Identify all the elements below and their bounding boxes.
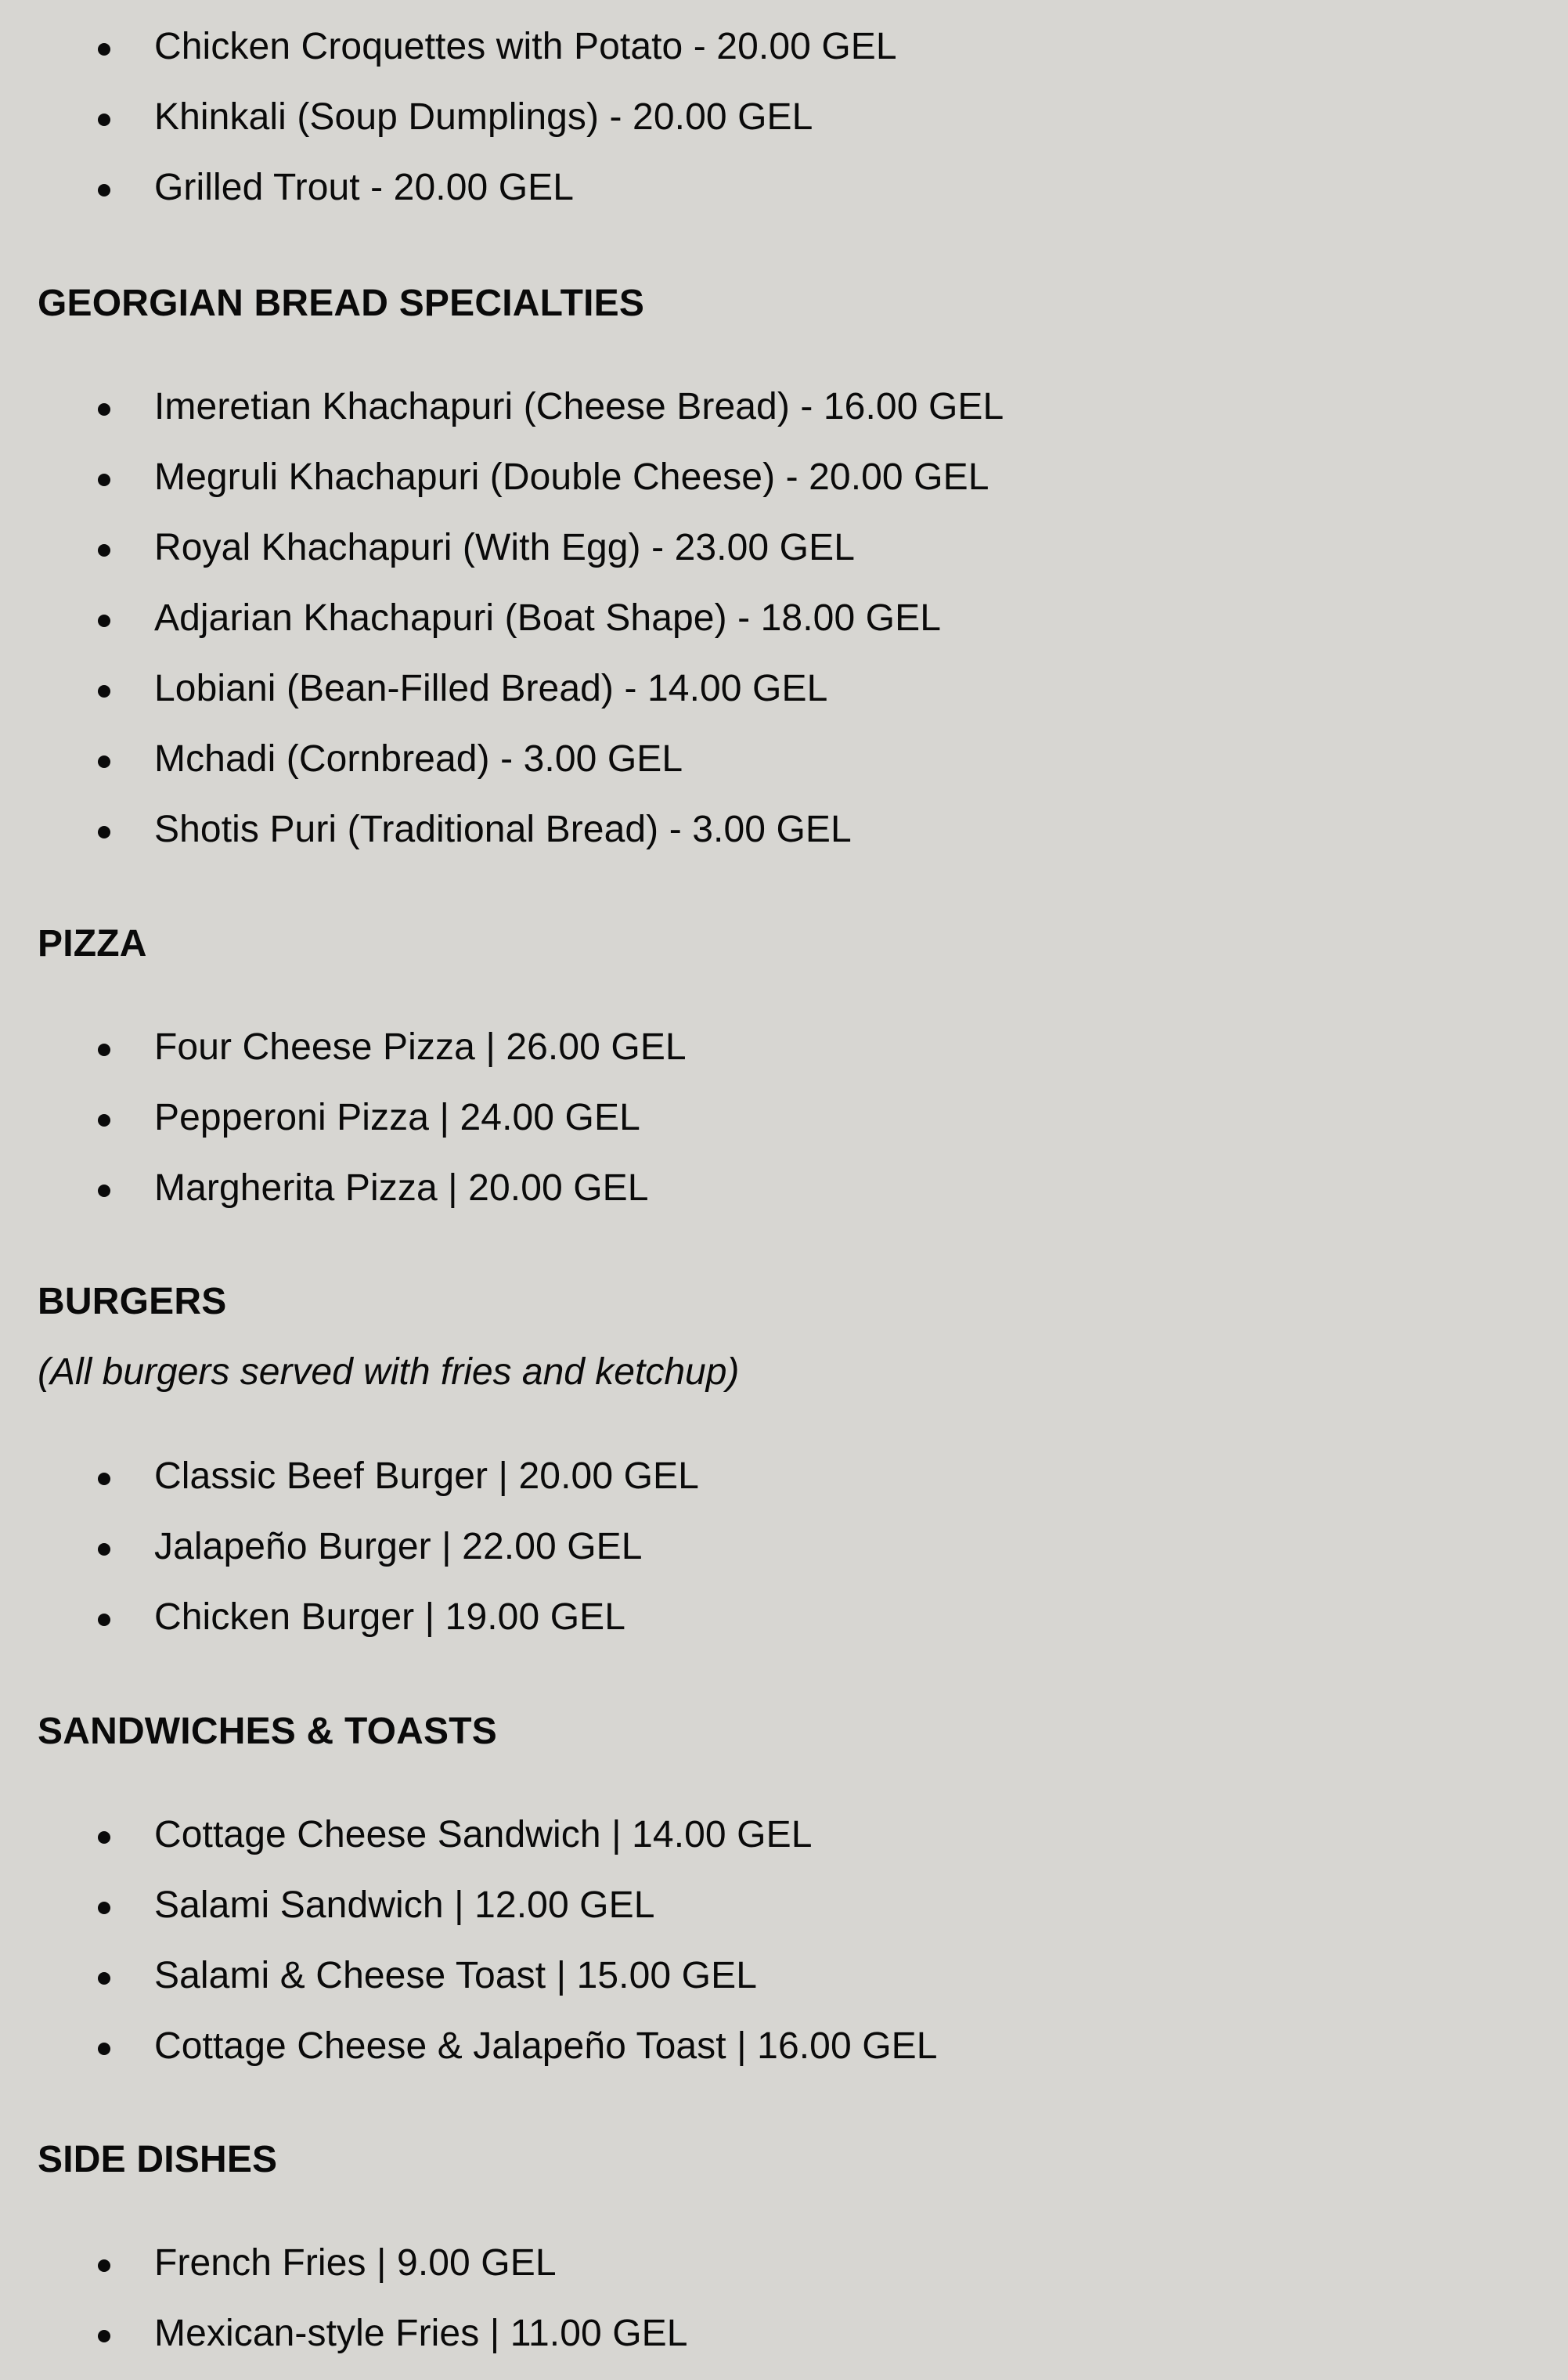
menu-item: [0, 525, 1568, 594]
menu-item-text: Shotis Puri (Traditional Bread) - 3.00 GEL: [154, 809, 852, 850]
menu-item: [0, 1524, 1568, 1593]
menu-item: [0, 384, 1568, 453]
bullet-icon: [98, 1614, 110, 1626]
menu-item: [0, 94, 1568, 164]
menu-item-text: Classic Beef Burger | 20.00 GEL: [154, 1455, 699, 1497]
bullet-icon: [98, 1114, 110, 1127]
section-heading: PIZZA: [38, 923, 147, 965]
menu-item-text: Grilled Trout - 20.00 GEL: [154, 167, 575, 208]
menu-item: [0, 1165, 1568, 1235]
menu-item-text: Imeretian Khachapuri (Cheese Bread) - 16.00 GEL: [154, 386, 1004, 427]
menu-item-text: Khinkali (Soup Dumplings) - 20.00 GEL: [154, 96, 813, 138]
section-note: (All burgers served with fries and ketchup): [38, 1351, 740, 1393]
menu-item: [0, 1024, 1568, 1094]
menu-item-text: Chicken Croquettes with Potato - 20.00 GEL: [154, 26, 897, 67]
menu-item-text: Mexican-style Fries | 11.00 GEL: [154, 2313, 688, 2354]
bullet-icon: [98, 1902, 110, 1914]
menu-item: [0, 2240, 1568, 2310]
menu-item-text: Royal Khachapuri (With Egg) - 23.00 GEL: [154, 527, 855, 568]
section-heading: SANDWICHES & TOASTS: [38, 1711, 497, 1752]
menu-item: [0, 454, 1568, 524]
menu-item: [0, 2310, 1568, 2380]
bullet-icon: [98, 1473, 110, 1485]
section-heading: BURGERS: [38, 1281, 227, 1322]
menu-item-text: Four Cheese Pizza | 26.00 GEL: [154, 1026, 687, 1068]
bullet-icon: [98, 403, 110, 416]
menu-item-text: Lobiani (Bean-Filled Bread) - 14.00 GEL: [154, 668, 828, 709]
menu-item-text: Margherita Pizza | 20.00 GEL: [154, 1167, 649, 1209]
menu-item-text: Jalapeño Burger | 22.00 GEL: [154, 1526, 643, 1567]
bullet-icon: [98, 755, 110, 768]
bullet-icon: [98, 1972, 110, 1985]
menu-item-text: Mchadi (Cornbread) - 3.00 GEL: [154, 738, 683, 780]
menu-item: [0, 1094, 1568, 1164]
bullet-icon: [98, 2043, 110, 2055]
menu-item-text: Adjarian Khachapuri (Boat Shape) - 18.00 GEL: [154, 597, 942, 639]
bullet-icon: [98, 184, 110, 197]
bullet-icon: [98, 685, 110, 698]
bullet-icon: [98, 2259, 110, 2272]
menu-item: [0, 1882, 1568, 1952]
menu-item-text: Pepperoni Pizza | 24.00 GEL: [154, 1097, 640, 1138]
bullet-icon: [98, 474, 110, 486]
menu-item: [0, 595, 1568, 665]
menu-item-text: Salami & Cheese Toast | 15.00 GEL: [154, 1955, 757, 1996]
bullet-icon: [98, 1831, 110, 1844]
menu-item: [0, 736, 1568, 806]
bullet-icon: [98, 1185, 110, 1197]
bullet-icon: [98, 1044, 110, 1056]
bullet-icon: [98, 2330, 110, 2342]
menu-item: [0, 2023, 1568, 2093]
menu-item-text: Salami Sandwich | 12.00 GEL: [154, 1884, 655, 1926]
menu-item: [0, 1812, 1568, 1881]
bullet-icon: [98, 43, 110, 56]
menu-item-text: Cottage Cheese Sandwich | 14.00 GEL: [154, 1814, 813, 1855]
menu-item: [0, 1594, 1568, 1664]
bullet-icon: [98, 615, 110, 627]
bullet-icon: [98, 114, 110, 126]
menu-item-text: Chicken Burger | 19.00 GEL: [154, 1596, 626, 1638]
menu-item: [0, 23, 1568, 93]
menu-item-text: Cottage Cheese & Jalapeño Toast | 16.00 GEL: [154, 2025, 938, 2067]
menu-item: [0, 665, 1568, 735]
menu-item: [0, 164, 1568, 234]
menu-item: [0, 1453, 1568, 1523]
section-heading: GEORGIAN BREAD SPECIALTIES: [38, 283, 645, 324]
bullet-icon: [98, 1543, 110, 1556]
bullet-icon: [98, 826, 110, 838]
menu-item: [0, 806, 1568, 876]
bullet-icon: [98, 544, 110, 557]
section-heading: SIDE DISHES: [38, 2139, 278, 2180]
menu-item: [0, 1953, 1568, 2022]
menu-item-text: Megruli Khachapuri (Double Cheese) - 20.00 GEL: [154, 456, 989, 498]
menu-item-text: French Fries | 9.00 GEL: [154, 2242, 557, 2284]
